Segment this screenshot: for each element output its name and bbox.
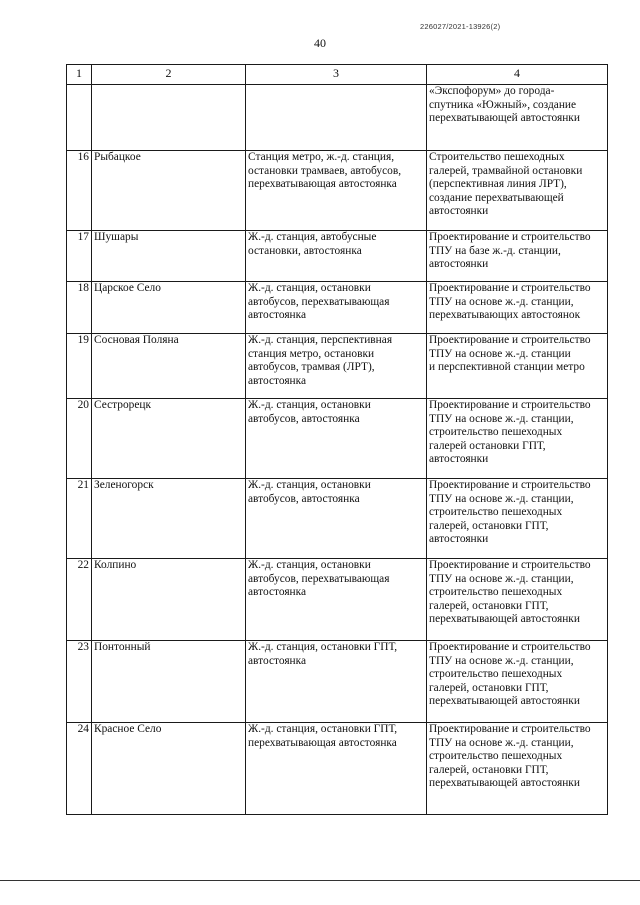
column-header-3: 3 (246, 65, 427, 85)
row-number: 18 (67, 282, 92, 334)
row-number (67, 85, 92, 151)
row-number: 20 (67, 399, 92, 479)
page-number: 40 (314, 36, 326, 50)
hub-objects: Станция метро, ж.-д. станция, остановки трамваев, автобусов, перехватывающая автостоянка (246, 151, 427, 231)
hub-measures: «Экспофорум» до города- спутника «Южный», создание перехватывающей автостоянки (427, 85, 608, 151)
hub-objects: Ж.-д. станция, остановки автобусов, перехватывающая автостоянка (246, 282, 427, 334)
hub-name: Красное Село (92, 723, 246, 815)
table-row (67, 85, 608, 151)
hub-name: Сестрорецк (92, 399, 246, 479)
hub-name: Колпино (92, 559, 246, 641)
hub-objects (246, 85, 427, 151)
hub-measures: Проектирование и строительство ТПУ на основе ж.-д. станции, строительство пешеходных галерей остановки ГПТ, автостоянки (427, 399, 608, 479)
hub-objects: Ж.-д. станция, остановки автобусов, автостоянка (246, 399, 427, 479)
hub-objects: Ж.-д. станция, остановки автобусов, перехватывающая автостоянка (246, 559, 427, 641)
hub-measures: Проектирование и строительство ТПУ на основе ж.-д. станции, строительство пешеходных галерей, остановки ГПТ, перехватывающей автостоянки (427, 723, 608, 815)
column-header-4: 4 (427, 65, 608, 85)
hub-measures: Проектирование и строительство ТПУ на основе ж.-д. станции, строительство пешеходных галерей, остановки ГПТ, перехватывающей автостоянки (427, 641, 608, 723)
hub-measures: Проектирование и строительство ТПУ на базе ж.-д. станции, автостоянки (427, 231, 608, 282)
row-number: 19 (67, 334, 92, 399)
column-header-1: 1 (67, 65, 92, 85)
hub-name: Царское Село (92, 282, 246, 334)
hub-objects: Ж.-д. станция, остановки автобусов, автостоянка (246, 479, 427, 559)
hub-name: Зеленогорск (92, 479, 246, 559)
transport-hubs-table (66, 64, 608, 815)
row-number: 22 (67, 559, 92, 641)
row-number: 23 (67, 641, 92, 723)
hub-name (92, 85, 246, 151)
hub-measures: Проектирование и строительство ТПУ на основе ж.-д. станции, перехватывающих автостоянок (427, 282, 608, 334)
hub-measures: Строительство пешеходных галерей, трамвайной остановки (перспективная линия ЛРТ), создание перехватывающей автостоянки (427, 151, 608, 231)
hub-objects: Ж.-д. станция, остановки ГПТ, перехватывающая автостоянка (246, 723, 427, 815)
row-number: 24 (67, 723, 92, 815)
table-row (67, 334, 608, 399)
table-row (67, 282, 608, 334)
row-number: 17 (67, 231, 92, 282)
table-row (67, 151, 608, 231)
document-id: 226027/2021-13926(2) (420, 22, 501, 31)
hub-measures: Проектирование и строительство ТПУ на основе ж.-д. станции, строительство пешеходных галерей, остановки ГПТ, перехватывающей автостоянки (427, 559, 608, 641)
hub-name: Сосновая Поляна (92, 334, 246, 399)
hub-objects: Ж.-д. станция, автобусные остановки, автостоянка (246, 231, 427, 282)
hub-name: Рыбацкое (92, 151, 246, 231)
hub-name: Шушары (92, 231, 246, 282)
row-number: 21 (67, 479, 92, 559)
hub-objects: Ж.-д. станция, остановки ГПТ, автостоянка (246, 641, 427, 723)
table-header-row (67, 65, 608, 85)
table-row (67, 479, 608, 559)
hub-name: Понтонный (92, 641, 246, 723)
hub-objects: Ж.-д. станция, перспективная станция метро, остановки автобусов, трамвая (ЛРТ), автостоянка (246, 334, 427, 399)
scan-bottom-edge (0, 880, 640, 881)
column-header-2: 2 (92, 65, 246, 85)
table-row (67, 641, 608, 723)
hub-measures: Проектирование и строительство ТПУ на основе ж.-д. станции, строительство пешеходных галерей, остановки ГПТ, автостоянки (427, 479, 608, 559)
hub-measures: Проектирование и строительство ТПУ на основе ж.-д. станции и перспективной станции метро (427, 334, 608, 399)
table-row (67, 231, 608, 282)
table-row (67, 559, 608, 641)
table-row (67, 723, 608, 815)
row-number: 16 (67, 151, 92, 231)
table-row (67, 399, 608, 479)
